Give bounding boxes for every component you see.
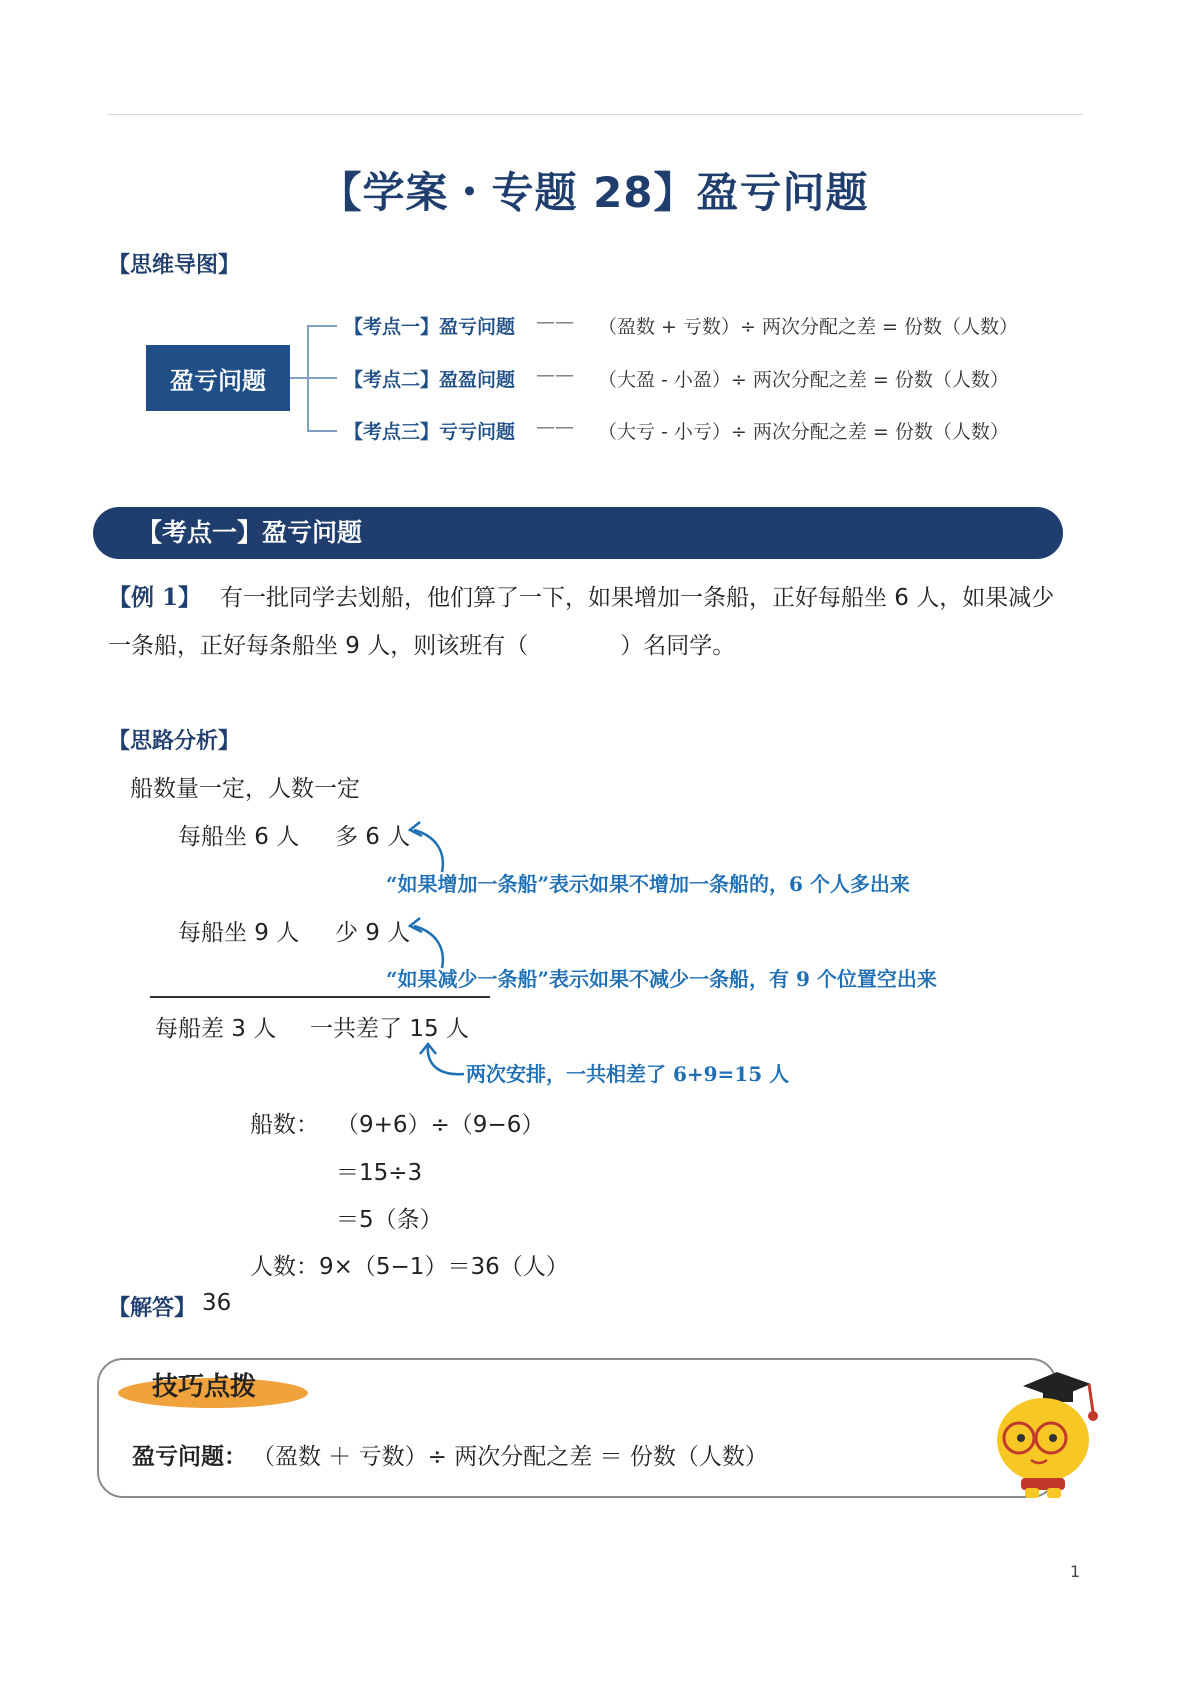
example-line-1: 有一批同学去划船，他们算了一下，如果增加一条船，正好每船坐 6 人，如果减少 bbox=[220, 585, 1055, 611]
analysis-row3-right: 一共差了 15 人 bbox=[310, 1016, 469, 1042]
mindmap-twig-1 bbox=[307, 325, 337, 327]
people-calc: 人数：9×（5−1）＝36（人） bbox=[250, 1254, 569, 1280]
analysis-row1-right: 多 6 人 bbox=[335, 824, 411, 850]
mindmap-label: 【思维导图】 bbox=[108, 253, 241, 278]
mindmap-formula-1: （盈数 + 亏数）÷ 两次分配之差 = 份数（人数） bbox=[598, 316, 1018, 338]
mindmap-twig-2 bbox=[307, 377, 337, 379]
tip-label: 盈亏问题： bbox=[132, 1444, 247, 1470]
header-rule bbox=[108, 114, 1083, 115]
example-line-2: 一条船，正好每条船坐 9 人，则该班有（ ）名同学。 bbox=[108, 633, 736, 659]
mascot-icon bbox=[975, 1366, 1105, 1501]
calc-step-2: ＝15÷3 bbox=[336, 1160, 423, 1186]
analysis-label: 【思路分析】 bbox=[108, 729, 241, 754]
analysis-note-2: “如果减少一条船”表示如果不减少一条船，有 9 个位置空出来 bbox=[386, 967, 937, 991]
analysis-row3-left: 每船差 3 人 bbox=[155, 1016, 277, 1042]
curved-arrow-icon bbox=[418, 1040, 468, 1084]
mindmap-branch-3: 【考点三】亏亏问题 bbox=[344, 421, 516, 443]
topic-banner: 【考点一】盈亏问题 bbox=[93, 507, 1063, 559]
mindmap-connector bbox=[290, 377, 308, 379]
answer-value: 36 bbox=[202, 1290, 232, 1316]
mindmap-twig-3 bbox=[307, 430, 337, 432]
tip-formula: （盈数 ＋ 亏数）÷ 两次分配之差 ＝ 份数（人数） bbox=[252, 1444, 768, 1470]
mindmap-root: 盈亏问题 bbox=[146, 345, 290, 411]
calc-step-3: ＝5（条） bbox=[336, 1207, 443, 1233]
answer-label: 【解答】 bbox=[108, 1296, 197, 1321]
mindmap-formula-3: （大亏 - 小亏）÷ 两次分配之差 = 份数（人数） bbox=[598, 421, 1009, 443]
calc-step-1: （9+6）÷（9−6） bbox=[336, 1112, 545, 1138]
calc-label: 船数： bbox=[250, 1112, 319, 1138]
page-number: 1 bbox=[1070, 1562, 1081, 1581]
mindmap-branch-1: 【考点一】盈亏问题 bbox=[344, 316, 516, 338]
mindmap-branch-2: 【考点二】盈盈问题 bbox=[344, 369, 516, 391]
page-title: 【学案・专题 28】盈亏问题 bbox=[319, 168, 869, 217]
analysis-row2-left: 每船坐 9 人 bbox=[178, 920, 300, 946]
analysis-row1-left: 每船坐 6 人 bbox=[178, 824, 300, 850]
mindmap-dash-1: —— bbox=[536, 311, 574, 333]
analysis-premise: 船数量一定，人数一定 bbox=[130, 776, 360, 802]
analysis-note-3: 两次安排，一共相差了 6+9=15 人 bbox=[466, 1062, 790, 1086]
analysis-row2-right: 少 9 人 bbox=[335, 920, 411, 946]
mindmap-dash-3: —— bbox=[536, 416, 574, 438]
tip-title: 技巧点拨 bbox=[152, 1372, 257, 1402]
analysis-note-1: “如果增加一条船”表示如果不增加一条船的，6 个人多出来 bbox=[386, 872, 910, 896]
mindmap-formula-2: （大盈 - 小盈）÷ 两次分配之差 = 份数（人数） bbox=[598, 369, 1009, 391]
mindmap-dash-2: —— bbox=[536, 364, 574, 386]
example-label: 【例 1】 bbox=[108, 584, 202, 611]
sum-rule bbox=[150, 996, 490, 998]
